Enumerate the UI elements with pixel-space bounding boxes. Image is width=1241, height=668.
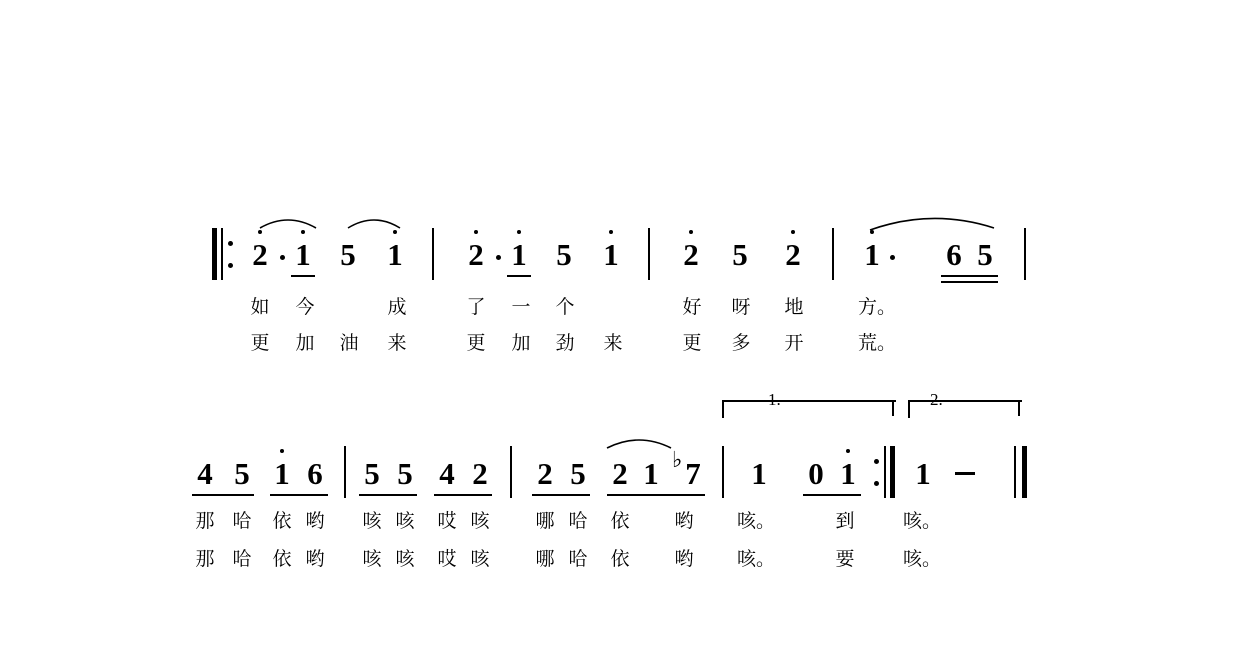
lyric-s2-l1-12: 咳。 [737,510,776,532]
flat-accidental-icon: ♭ [672,448,683,473]
note-m7-n4: 1 [643,456,659,491]
lyric-s2-l1-13: 到 [835,510,855,532]
volta-2-label: 2. [930,390,943,409]
lyric-s2-l2-5: 咳 [395,548,415,570]
repeat-end-thin-barline [884,446,886,498]
lyric-s2-l1-2: 依 [272,510,292,532]
lyric-s1-l2-8: 更 [682,332,702,354]
note-m5-n2: 5 [234,456,250,491]
lyric-s1-l2-6: 劲 [555,332,575,354]
note-m1-n4: 1 [385,239,405,270]
note-m1-n1: 2 [248,239,272,270]
note-m6-n3: 4 [439,456,455,491]
note-m8-n1: 1 [751,456,767,491]
lyric-s2-l1-7: 咳 [470,510,490,532]
lyric-s1-l2-3: 来 [387,332,407,354]
lyric-s2-l2-8: 哪 [535,548,555,570]
lyric-s2-l1-0: 那 [195,510,215,532]
octave-dot-up-icon [280,449,284,453]
note-m1-n3: 5 [340,237,356,272]
note-m1-n2: 1 [293,239,313,270]
lyric-s1-l2-11: 荒。 [858,332,897,354]
repeat-end-thick-barline [890,446,895,498]
note-m4-n1: 1 [862,239,882,270]
note-m5-n3: 1 [272,458,292,489]
volta-1-label: 1. [768,390,781,409]
lyric-s2-l1-4: 咳 [362,510,382,532]
lyric-s2-l2-12: 咳。 [737,548,776,570]
beam-m6-a [359,494,417,496]
lyric-s1-l2-1: 加 [295,332,315,354]
note-m3-n2: 5 [732,237,748,272]
note-m6-n1: 5 [364,456,380,491]
lyric-s2-l2-1: 哈 [232,548,252,570]
lyric-s1-l1-2: 成 [387,296,407,318]
volta-2-bracket [908,400,1022,418]
note-m8-n2: 0 [808,456,824,491]
note-m7-n3: 2 [612,456,628,491]
note-m4-n2: 6 [946,237,962,272]
note-m6-n4: 2 [472,456,488,491]
lyric-s2-l2-13: 要 [835,548,855,570]
volta-1-bracket [722,400,896,418]
lyric-s2-l2-4: 咳 [362,548,382,570]
beam-m5-a [192,494,254,496]
lyric-s2-l1-1: 哈 [232,510,252,532]
lyric-s2-l1-14: 咳。 [903,510,942,532]
lyric-s1-l2-2: 油 [339,332,359,354]
note-m3-n3: 2 [782,239,804,270]
note-m2-n1: 2 [464,239,488,270]
repeat-end-dot-upper [874,459,879,464]
note-m7-n2: 5 [570,456,586,491]
lyric-s2-l2-2: 依 [272,548,292,570]
lyric-s1-l1-6: 好 [682,296,702,318]
final-thick-barline [1022,446,1027,498]
lyric-s1-l2-9: 多 [731,332,751,354]
note-m7-n5: 7 [685,456,701,491]
lyric-s2-l1-8: 哪 [535,510,555,532]
lyric-s1-l2-7: 来 [603,332,623,354]
lyric-s2-l2-3: 哟 [305,548,325,570]
lyric-s1-l2-4: 更 [466,332,486,354]
lyric-s1-l1-5: 个 [555,296,575,318]
sustain-dash [955,472,975,475]
lyric-s2-l1-6: 哎 [437,510,457,532]
final-thin-barline [1014,446,1016,498]
lyric-s1-l2-0: 更 [250,332,270,354]
note-m9-n1: 1 [915,456,931,491]
note-m3-n1: 2 [680,239,702,270]
lyric-s1-l1-8: 地 [784,296,804,318]
lyric-s2-l2-7: 咳 [470,548,490,570]
note-m8-n3: 1 [838,458,858,489]
lyric-s1-l1-9: 方。 [858,296,897,318]
note-m2-n2: 1 [509,239,529,270]
lyric-s1-l1-4: 一 [511,296,531,318]
note-m4-n3: 5 [977,237,993,272]
octave-dot-up-icon [846,449,850,453]
lyric-s2-l2-0: 那 [195,548,215,570]
beam-m7-a [532,494,590,496]
note-m2-n3: 5 [556,237,572,272]
note-m7-n1: 2 [537,456,553,491]
note-m5-n4: 6 [307,456,323,491]
barline-5 [344,446,346,498]
volta-1-bracket-right-tick [892,400,894,416]
lyric-s2-l1-3: 哟 [305,510,325,532]
lyric-s2-l1-9: 哈 [568,510,588,532]
note-m2-n4: 1 [601,239,621,270]
repeat-end-dot-lower [874,481,879,486]
lyric-s2-l1-11: 哟 [674,510,694,532]
beam-m8 [803,494,861,496]
lyric-s1-l1-0: 如 [250,296,270,318]
volta-2-bracket-right-tick [1018,400,1020,416]
lyric-s2-l2-9: 哈 [568,548,588,570]
beam-m7-b [607,494,705,496]
lyric-s1-l2-10: 开 [784,332,804,354]
beam-m6-b [434,494,492,496]
lyric-s1-l1-3: 了 [466,296,486,318]
lyric-s2-l2-10: 依 [610,548,630,570]
slur-m7 [605,432,675,452]
note-m5-n1: 4 [197,456,213,491]
note-m6-n2: 5 [397,456,413,491]
barline-6 [510,446,512,498]
lyric-s2-l2-6: 哎 [437,548,457,570]
lyric-s1-l1-1: 今 [295,296,315,318]
beam-m5-b [270,494,328,496]
lyric-s2-l2-14: 咳。 [903,548,942,570]
lyric-s2-l1-10: 依 [610,510,630,532]
barline-7 [722,446,724,498]
lyric-s1-l1-7: 呀 [731,296,751,318]
lyric-s2-l1-5: 咳 [395,510,415,532]
lyric-s1-l2-5: 加 [511,332,531,354]
lyric-s2-l2-11: 哟 [674,548,694,570]
